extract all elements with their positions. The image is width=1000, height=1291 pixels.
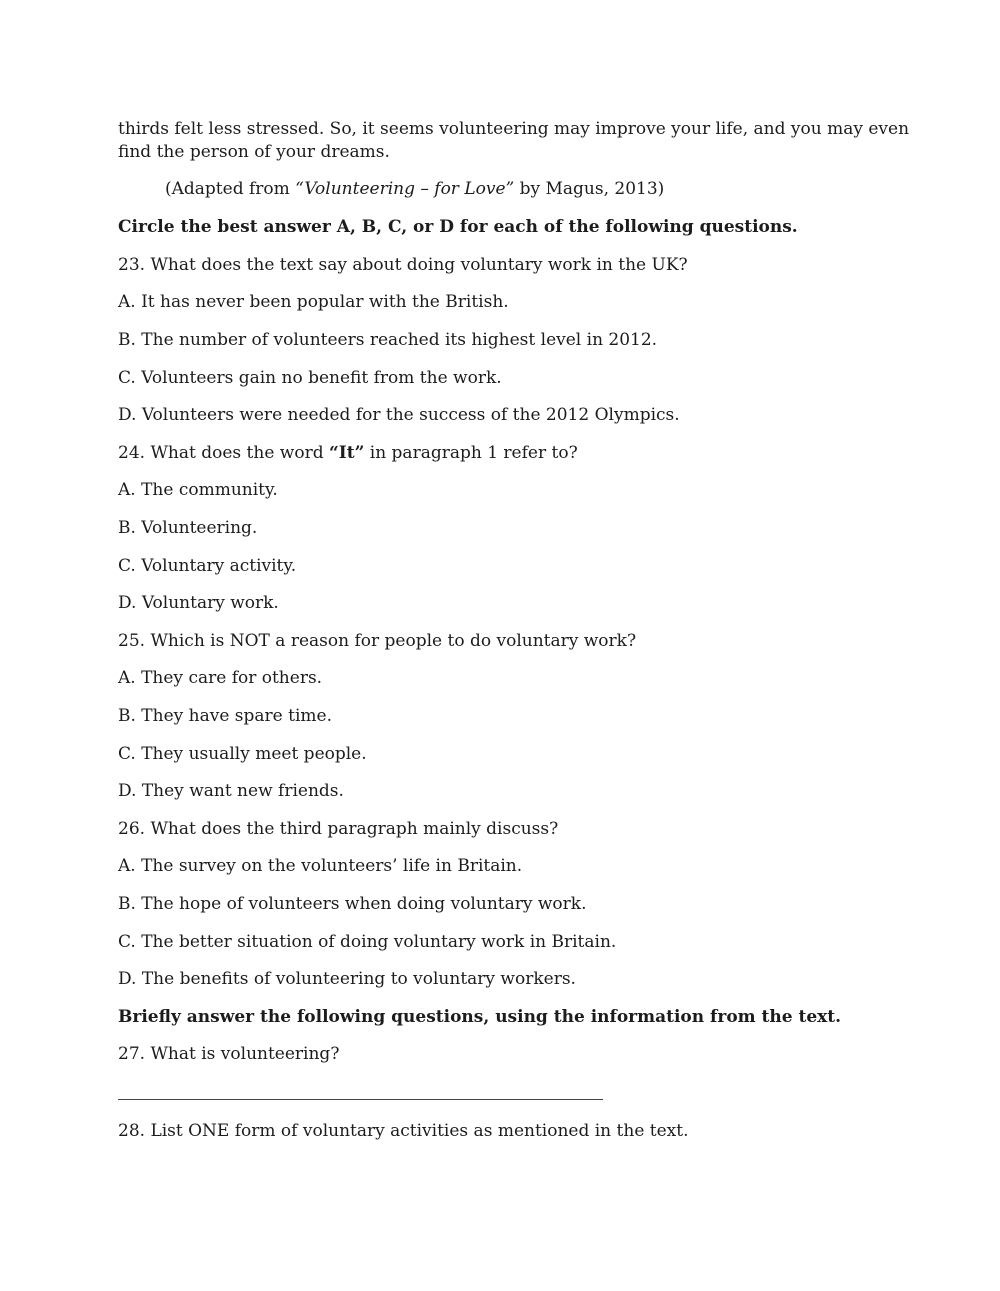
passage-line: thirds felt less stressed. So, it seems volunteering may improve your life, and you may even — [118, 119, 910, 139]
answer-line-27[interactable] — [118, 1099, 603, 1100]
question-24-keyword: “It” — [328, 443, 365, 463]
question-24 — [118, 442, 578, 465]
option-24a: A. The community. — [118, 480, 278, 500]
question-26: 26. What does the third paragraph mainly discuss? — [118, 819, 559, 839]
option-23b: B. The number of volunteers reached its highest level in 2012. — [118, 330, 658, 350]
option-25d: D. They want new friends. — [118, 781, 344, 801]
option-24d: D. Voluntary work. — [118, 593, 279, 613]
option-23d: D. Volunteers were needed for the success of the 2012 Olympics. — [118, 405, 680, 425]
option-26d: D. The benefits of volunteering to voluntary workers. — [118, 969, 576, 989]
option-24c: C. Voluntary activity. — [118, 556, 297, 576]
option-26b: B. The hope of volunteers when doing voluntary work. — [118, 894, 587, 914]
citation-prefix: (Adapted from — [165, 179, 296, 199]
question-24-prefix: 24. What does the word — [118, 443, 329, 463]
passage-line: find the person of your dreams. — [118, 142, 390, 162]
question-23: 23. What does the text say about doing voluntary work in the UK? — [118, 255, 688, 275]
citation-suffix: by Magus, 2013) — [514, 179, 665, 199]
option-23c: C. Volunteers gain no benefit from the work. — [118, 368, 502, 388]
citation-title: “Volunteering – for Love” — [295, 179, 515, 199]
question-25: 25. Which is NOT a reason for people to do voluntary work? — [118, 631, 637, 651]
option-26c: C. The better situation of doing voluntary work in Britain. — [118, 932, 617, 952]
multiple-choice-instruction: Circle the best answer A, B, C, or D for each of the following questions. — [118, 217, 798, 237]
option-25c: C. They usually meet people. — [118, 744, 367, 764]
option-24b: B. Volunteering. — [118, 518, 258, 538]
question-27: 27. What is volunteering? — [118, 1044, 340, 1064]
option-25b: B. They have spare time. — [118, 706, 332, 726]
option-23a: A. It has never been popular with the British. — [118, 292, 509, 312]
question-24-suffix: in paragraph 1 refer to? — [364, 443, 578, 463]
question-28: 28. List ONE form of voluntary activities as mentioned in the text. — [118, 1121, 689, 1141]
option-26a: A. The survey on the volunteers’ life in Britain. — [118, 856, 523, 876]
source-citation — [165, 178, 664, 201]
short-answer-instruction: Briefly answer the following questions, using the information from the text. — [118, 1007, 842, 1027]
option-25a: A. They care for others. — [118, 668, 323, 688]
